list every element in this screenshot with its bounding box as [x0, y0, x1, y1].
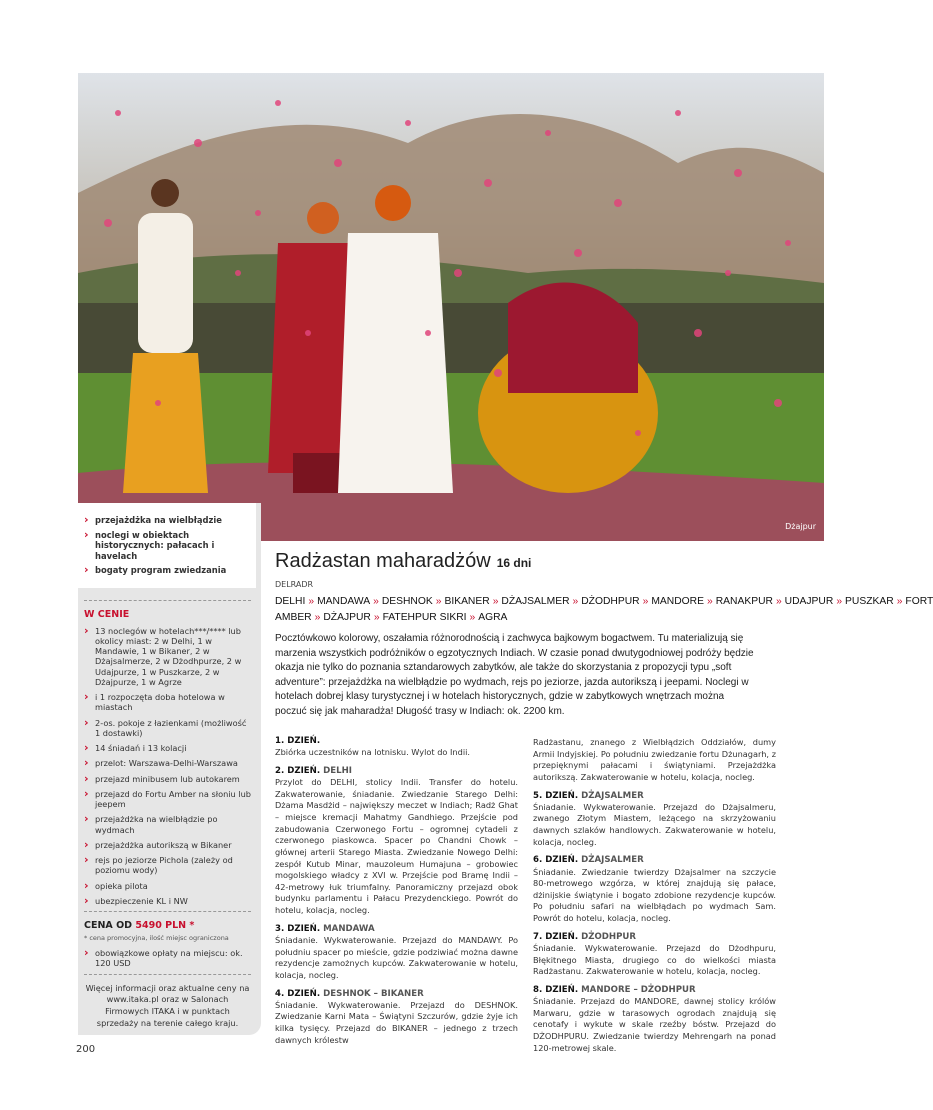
day-place: MANDAWA — [323, 923, 375, 934]
itinerary-day — [533, 790, 776, 849]
day-heading — [275, 988, 518, 1000]
photo-caption: Dżajpur — [785, 522, 816, 531]
itinerary-day — [533, 854, 776, 924]
highlight-item: › noclegi w obiektach historycznych: pałacach i havelach — [84, 530, 246, 562]
route-stop: DŻODHPUR — [581, 596, 640, 607]
route-separator: » — [308, 596, 315, 607]
day-heading — [533, 931, 776, 943]
route-stop: DŻAJSALMER — [501, 596, 570, 607]
route-separator: » — [373, 596, 379, 607]
tour-days: 16 dni — [496, 556, 532, 570]
route-stop: UDAJPUR — [784, 596, 834, 607]
day-place: DŻAJSALMER — [581, 790, 644, 801]
route-stop: FATEHPUR SIKRI — [382, 612, 467, 624]
day-number: 5. DZIEŃ. — [533, 790, 582, 801]
day-text: Zbiórka uczestników na lotnisku. Wylot do Indii. — [275, 747, 470, 758]
day-place: MANDORE – DŻODHPUR — [581, 984, 696, 995]
highlights-box — [78, 503, 261, 588]
highlight-item: › przejażdżka na wielbłądzie — [84, 515, 246, 526]
day-heading — [533, 790, 776, 802]
day-number: 3. DZIEŃ. — [275, 923, 324, 934]
route-stop: DESHNOK — [381, 596, 433, 607]
divider — [84, 911, 251, 912]
include-item: › ubezpieczenie KL i NW — [84, 896, 251, 906]
itinerary-day — [533, 984, 776, 1054]
include-item: › i 1 rozpoczęta doba hotelowa w miastach — [84, 692, 251, 713]
include-item: › przelot: Warszawa-Delhi-Warszawa — [84, 758, 251, 768]
itinerary-day — [533, 931, 776, 978]
route-separator: » — [896, 596, 903, 607]
route-separator: » — [572, 596, 579, 607]
extra-list — [84, 948, 251, 969]
route-stop: BIKANER — [444, 596, 490, 607]
day-number: 1. DZIEŃ. — [275, 736, 321, 746]
itinerary-column-2 — [533, 737, 776, 1060]
route-separator: » — [775, 596, 782, 607]
sidebar-panel — [78, 503, 261, 1035]
route-stop: RANAKPUR — [715, 596, 773, 607]
day-heading — [275, 923, 518, 935]
day-number: 4. DZIEŃ. — [275, 988, 324, 999]
itinerary-day — [275, 923, 518, 982]
route-stop: DŻAJPUR — [323, 612, 371, 624]
day-heading — [275, 765, 518, 777]
day-place: DESHNOK – BIKANER — [323, 988, 424, 999]
include-item: › rejs po jeziorze Pichola (zależy od poziomu wody) — [84, 855, 251, 876]
day-place: DŻAJSALMER — [581, 855, 644, 866]
tour-intro: Pocztówkowo kolorowy, oszałamia różnorodnością i zachwyca bajkowym bogactwem. Tu materializują się marzenia wszystkich podróżników o egzotycznych Indiach. W czasie ponad dwutygodniowej podróży będzie okazja nie tylko do poznania sztandarowych zabytków, ale także do skorzystania z propozycji typu „soft adventure”: przejażdżka na wielbłądzie po wydmach, rejs po jeziorze, jazda autorikszą i jeepami. Noclegi w hotelach dobrej klasy turystycznej i w hotelach historycznych, gdzie w zabytkowych wnętrzach można poczuć się jak maharadża! Długość trasy w Indiach: ok. 2200 km. — [275, 633, 754, 717]
route-stop: FORT AMBER — [275, 596, 933, 624]
includes-list — [84, 626, 251, 907]
tour-code: DELRADR — [275, 580, 314, 589]
day-number: 7. DZIEŃ. — [533, 931, 582, 942]
day-number: 2. DZIEŃ. — [275, 765, 324, 776]
day-text: Śniadanie. Wykwaterowanie. Przejazd do MANDAWY. Po południu spacer po mieście, gdzie podziwiać można dawne rezydencje zamożnych kupców. Zakwaterowanie w hotelu, kolacja, nocleg. — [275, 934, 518, 980]
day-text: Radżastanu, znanego z Wielbłądzich Oddziałów, dumy Armii Indyjskiej. Po południu zwiedzanie fortu Dżunagarh, z przepięknymi pałacami i świątyniami. Przejażdżka autorikszą. Zakwaterowanie w hotelu, kolacja, nocleg. — [533, 737, 776, 782]
includes-title: W CENIE — [84, 608, 130, 620]
highlight-item: › bogaty program zwiedzania — [84, 565, 246, 576]
day-text: Śniadanie. Wykwaterowanie. Przejazd do Dżodhpuru, Błękitnego Miasta, drugiego co do wielkości miasta Radżastanu. Zakwaterowanie w hotelu, kolacja, nocleg. — [533, 942, 776, 977]
include-item: › 2-os. pokoje z łazienkami (możliwość 1 dostawki) — [84, 718, 251, 739]
route-stop: MANDORE — [651, 596, 704, 607]
sidebar-body — [78, 588, 261, 1039]
include-item: › opieka pilota — [84, 881, 251, 891]
route-stop: AGRA — [478, 612, 508, 624]
include-item: › 14 śniadań i 13 kolacji — [84, 743, 251, 753]
highlights-list — [84, 515, 246, 576]
include-item: › przejazd do Fortu Amber na słoniu lub jeepem — [84, 789, 251, 810]
route-separator: » — [469, 612, 476, 624]
day-text: Śniadanie. Przejazd do MANDORE, dawnej stolicy królów Marwaru, gdzie w tarasowych ogrodach znajdują się cenotafy i wykute w skale rzeźby bóstw. Przejazd do DŻODHPURU. Zwiedzanie twierdzy Mehrengarh na ponad 120-metrowej skale. — [533, 996, 776, 1053]
price-label: CENA OD — [84, 920, 133, 931]
divider — [84, 600, 251, 601]
hero-photo — [78, 73, 824, 541]
day-text: Śniadanie. Zwiedzanie twierdzy Dżajsalmer na szczycie 80-metrowego wzgórza, w której znajdują się pałace, dżinijskie świątynie i bogato zdobione rezydencje kupców. Po południu safari na wielbłądach po wydmach Sam. Powrót do hotelu, kolacja, nocleg. — [533, 866, 776, 924]
include-item: › przejażdżka autorikszą w Bikaner — [84, 840, 251, 850]
day-heading — [275, 735, 518, 747]
day-heading — [533, 984, 776, 996]
itinerary-day — [533, 737, 776, 784]
route-separator: » — [706, 596, 713, 607]
include-item: › przejazd minibusem lub autokarem — [84, 774, 251, 784]
route-separator: » — [373, 612, 380, 624]
divider — [84, 974, 251, 975]
day-place: DELHI — [323, 765, 352, 776]
include-item: › przejażdżka na wielbłądzie po wydmach — [84, 814, 251, 835]
tour-title-row — [275, 550, 835, 573]
price-value: 5490 PLN * — [135, 920, 195, 931]
itinerary-day — [275, 735, 518, 759]
tour-title: Radżastan maharadżów 16 dni — [275, 550, 532, 572]
route-separator: » — [435, 596, 442, 607]
route-separator: » — [492, 596, 499, 607]
route-stop: DELHI — [275, 596, 306, 607]
route-separator: » — [642, 596, 649, 607]
extra-item: › obowiązkowe opłaty na miejscu: ok. 120 USD — [84, 948, 251, 969]
day-text: Przylot do DELHI, stolicy Indii. Transfer do hotelu. Zakwaterowanie, śniadanie. Zwiedzanie Starego Delhi: Dżama Masdżid – największy meczet w Indiach; Radż Ghat – miejsce kremacji Mahatmy Gandhiego. Przejście pod zabudowania Czerwonego Fortu – ogromnej cytadeli z czerwonego piaskowca. Spacer po Chandni Chowk – głównej arterii Starego Miasta. Zwiedzanie Nowego Delhi: zespół Kutub Minar, mauzoleum Humajuna – grobowiec mogolskiego władcy z XVI w. Przejście pod Bramę Indii – 42-metrowy łuk triumfalny. Panoramiczny przejazd obok budynku parlamentu i Pałacu Prezydenckiego. Powrót do hotelu, kolacja, nocleg. — [275, 777, 518, 916]
itinerary-day — [275, 765, 518, 917]
day-text: Śniadanie. Wykwaterowanie. Przejazd do Dżajsalmeru, zwanego Złotym Miastem, leżącego na skrzyżowaniu dawnych szlaków handlowych. Zakwaterowanie w hotelu, kolacja, nocleg. — [533, 801, 776, 847]
price — [84, 920, 251, 931]
day-number: 8. DZIEŃ. — [533, 984, 582, 995]
route-separator: » — [314, 612, 321, 624]
day-text: Śniadanie. Wykwaterowanie. Przejazd do DESHNOK. Zwiedzanie Karni Mata – Świątyni Szczurów, gdzie żyje ich kilka tysięcy. Przejazd do BIKANER – jednego z trzech dawnych królestw — [275, 999, 518, 1045]
info-text: Więcej informacji oraz aktualne ceny na www.itaka.pl oraz w Salonach Firmowych ITAKA i w punktach sprzedaży na terenie całego kraju. — [85, 982, 250, 1029]
day-number: 6. DZIEŃ. — [533, 855, 582, 866]
day-heading — [533, 854, 776, 866]
route-separator: » — [836, 596, 843, 607]
festival-illustration — [78, 73, 824, 541]
include-item: › 13 noclegów w hotelach***/**** lub okolicy miast: 2 w Delhi, 1 w Mandawie, 1 w Bikaner, 2 w Dżajsalmerze, 2 w Dżodhpurze, 2 w Udajpurze, 1 w Puszkarze, 2 w Dżajpurze, 1 w Agrze — [84, 626, 251, 688]
price-note: * cena promocyjna, ilość miejsc ograniczona — [84, 934, 229, 942]
route-stop: MANDAWA — [317, 596, 371, 607]
page-number: 200 — [76, 1044, 96, 1055]
day-place: DŻODHPUR — [581, 931, 637, 942]
route-stop: PUSZKAR — [845, 596, 894, 607]
itinerary-column-1 — [275, 735, 518, 1052]
tour-route — [275, 594, 933, 627]
itinerary-day — [275, 988, 518, 1047]
